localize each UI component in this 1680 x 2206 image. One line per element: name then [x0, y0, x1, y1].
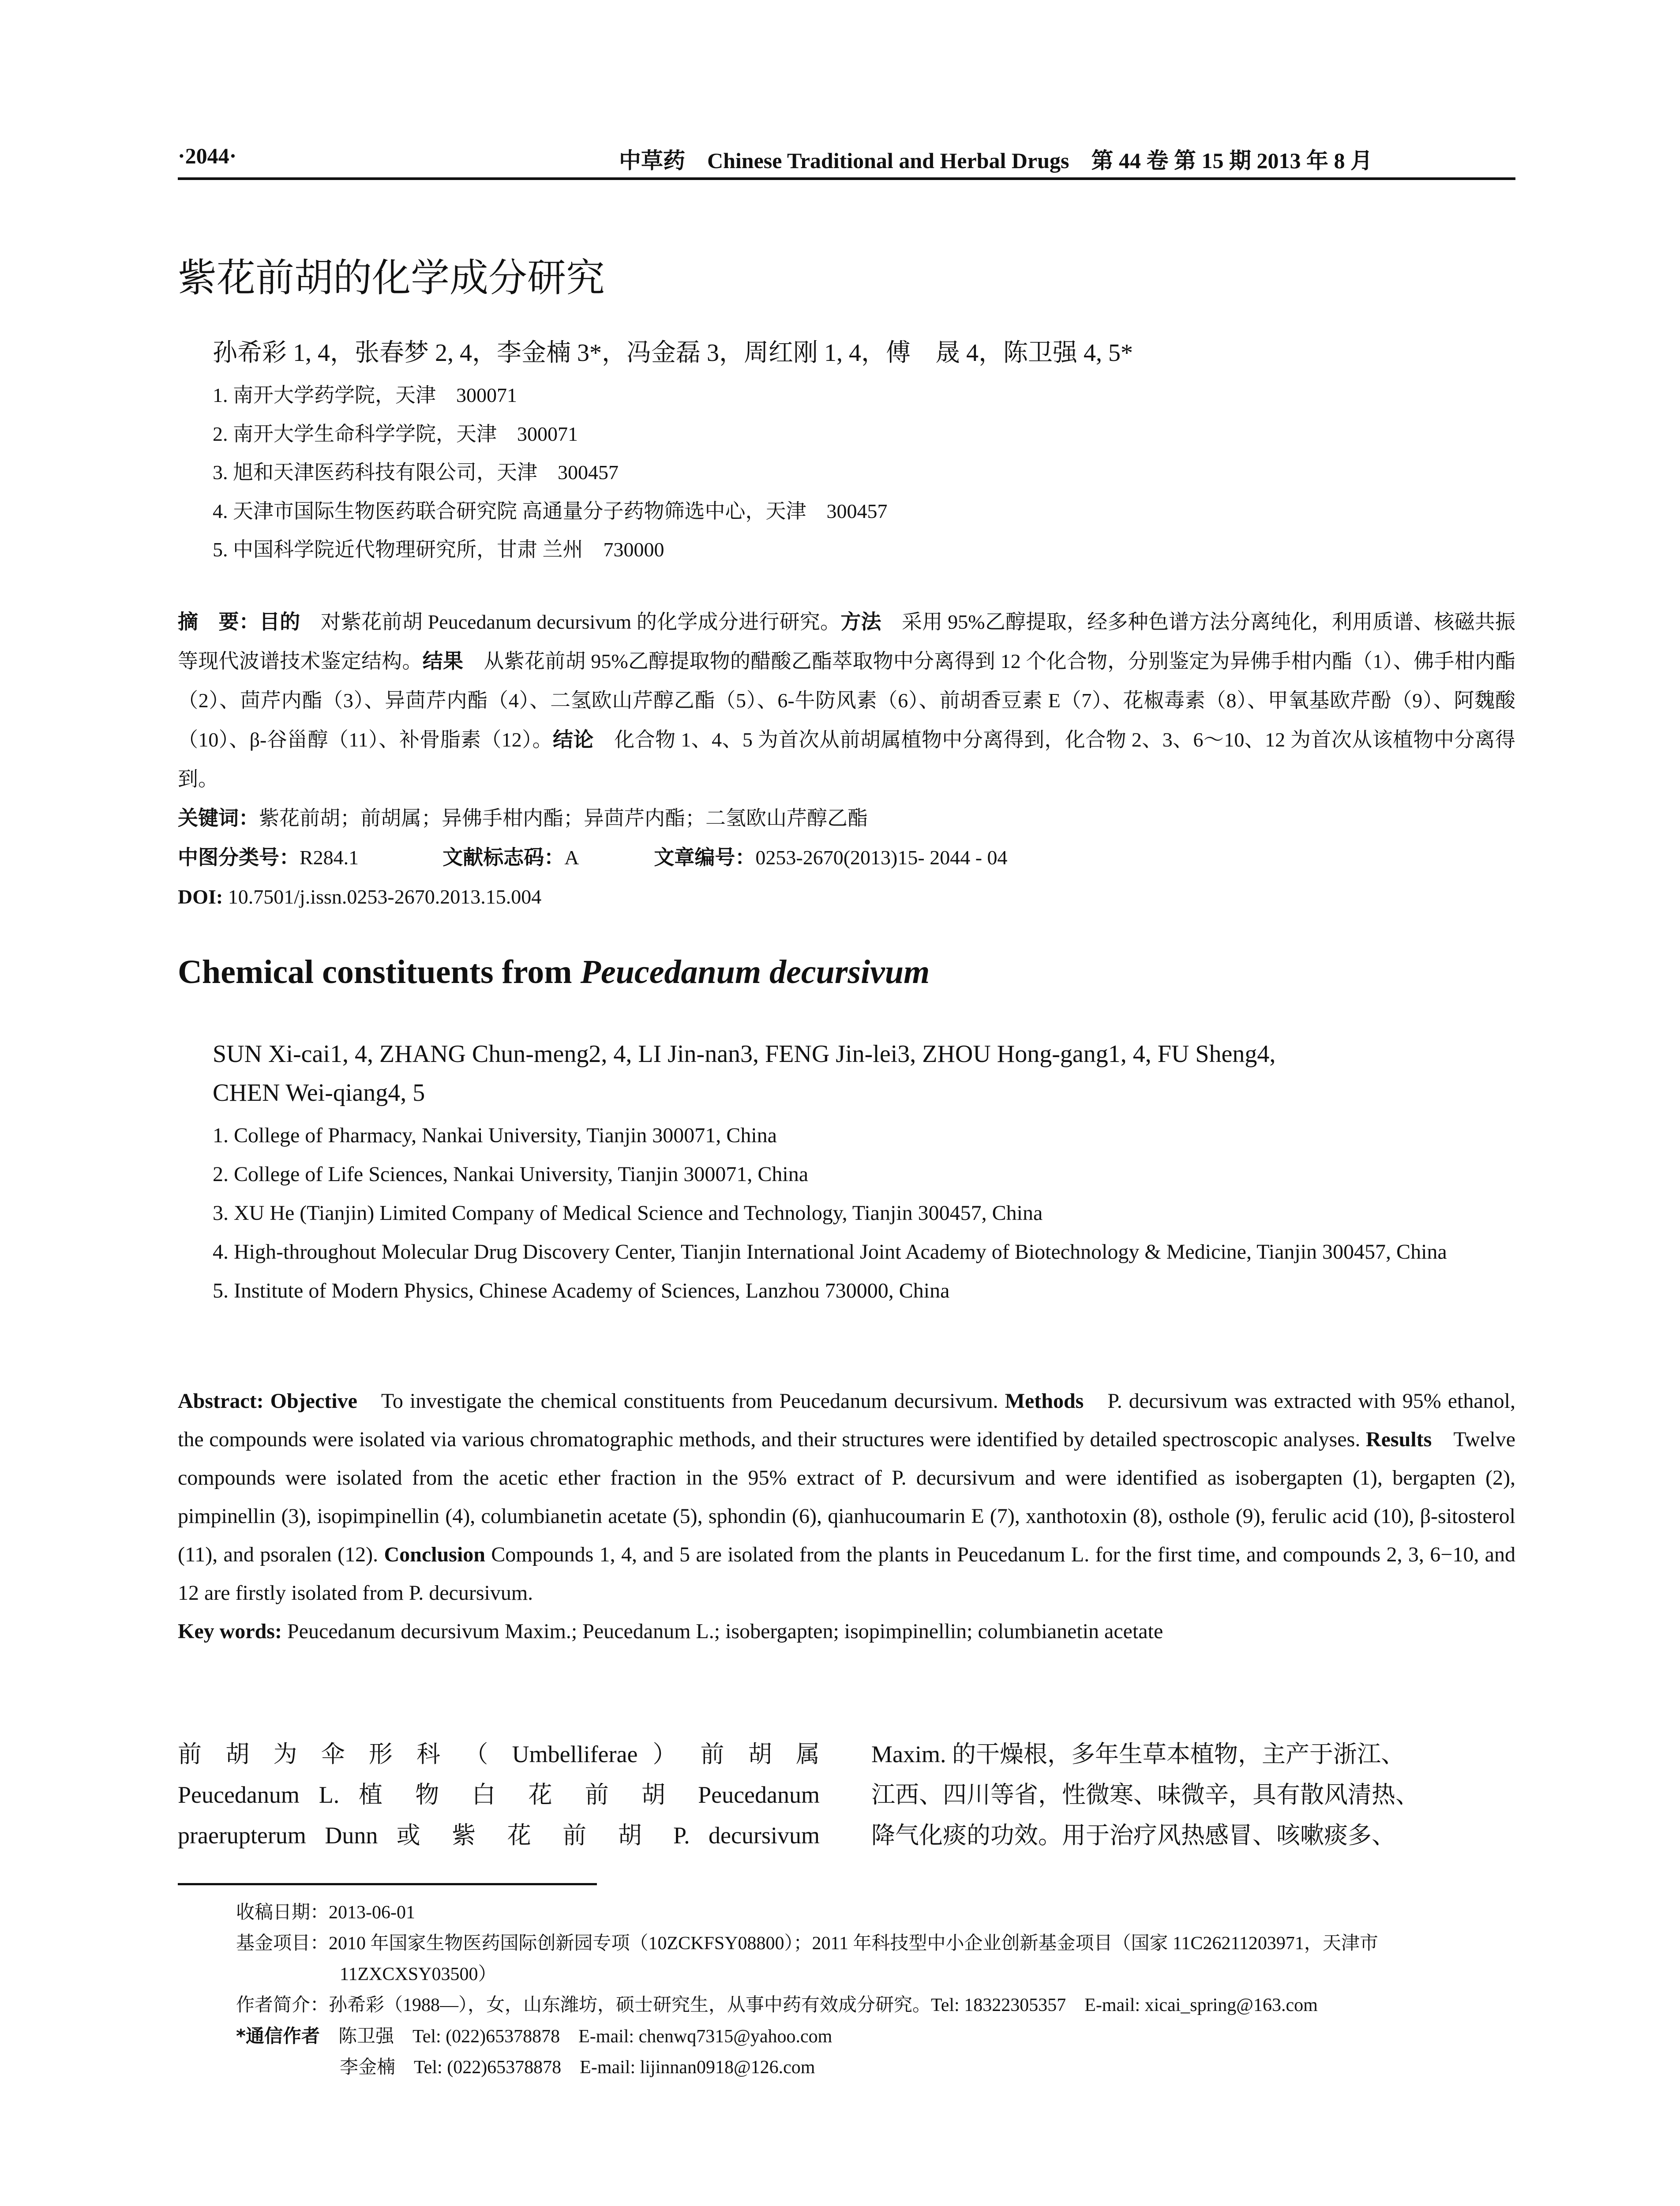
abstract-objective-label: Abstract: Objective [178, 1389, 357, 1413]
results-text: Twelve compounds were isolated from the acetic ether fraction in the 95% extract of P. decursivum and were identified as isobergapten (1), bergapten (2), pimpinellin (3), isopimpinellin (4), columbianetin acetate (5), sphondin (6), qianhucoumarin E (7), xanthotoxin (8), osthole (9), ferulic acid (10), β-sitosterol (11), and psoralen (12). [178, 1428, 1515, 1566]
english-abstract [178, 1382, 1515, 1651]
english-authors-line: SUN Xi-cai1, 4, ZHANG Chun-meng2, 4, LI Jin-nan3, FENG Jin-lei3, ZHOU Hong-gang1, 4, FU Sheng4, [213, 1040, 1276, 1068]
english-title-italic: Peucedanum decursivum [580, 953, 930, 990]
affiliation-item: 5. Institute of Modern Physics, Chinese Academy of Sciences, Lanzhou 730000, China [213, 1279, 950, 1302]
results-label: 结果 [422, 649, 464, 673]
affiliation-item: 2. College of Life Sciences, Nankai University, Tianjin 300071, China [213, 1163, 809, 1186]
affiliation-item: 1. College of Pharmacy, Nankai University, Tianjin 300071, China [213, 1124, 777, 1147]
classification-line [178, 838, 1515, 877]
affiliation-item: 4. 天津市国际生物医药联合研究院 高通量分子药物筛选中心，天津 300457 [213, 499, 888, 522]
affiliation-item: 2. 南开大学生命科学学院，天津 300071 [213, 422, 578, 445]
running-header [178, 140, 1515, 180]
doc-code-value: A [564, 846, 579, 869]
body-line: 江西、四川等省，性微寒、味微辛，具有散风清热、 [871, 1782, 1419, 1808]
objective-text: To investigate the chemical constituents from Peucedanum decursivum. [357, 1389, 1005, 1413]
clc-label: 中图分类号： [178, 845, 300, 869]
english-affiliations [213, 1116, 1514, 1310]
journal-name: 中草药 Chinese Traditional and Herbal Drugs 第 44 卷 第 15 期 2013 年 8 月 [619, 148, 1372, 173]
keywords-label: Key words: [178, 1620, 282, 1643]
conclusion-label: Conclusion [384, 1543, 485, 1566]
chinese-keywords [178, 799, 1515, 838]
body-line: Maxim. 的干燥根，多年生草本植物，主产于浙江、 [871, 1741, 1405, 1767]
chinese-abstract-body [178, 602, 1515, 799]
english-abstract-body [178, 1382, 1515, 1612]
body-line: 前 胡 为 伞 形 科 （ Umbelliferae ） 前 胡 属 [178, 1741, 820, 1767]
conclusion-text: 化合物 1、4、5 为首次从前胡属植物中分离得到，化合物 2、3、6～10、12 为首次从该植物中分离得到。 [178, 728, 1516, 790]
corresponding-author-2: 李金楠 Tel: (022)65378878 E-mail: lijinnan0918@126.com [340, 2057, 815, 2078]
footnote-fund: 基金项目：2010 年国家生物医药国际创新园专项（10ZCKFSY08800）；2011 年科技型中小企业创新基金项目（国家 11C26211203971，天津市 [236, 1933, 1378, 1954]
body-column-right [871, 1734, 1515, 1856]
footnote-corresponding [236, 2021, 1515, 2052]
methods-text: 采用 95%乙醇提取，经多种色谱方法分离纯化，利用质谱、核磁共振等现代波谱技术鉴定结构。 [178, 611, 1516, 672]
conclusion-text: Compounds 1, 4, and 5 are isolated from the plants in Peucedanum L. for the first time, and compounds 2, 3, 6−10, and 12 are firstly isolated from P. decursivum. [178, 1543, 1515, 1605]
doi-line [178, 877, 1515, 916]
keywords-text: Peucedanum decursivum Maxim.; Peucedanum L.; isobergapten; isopimpinellin; columbianetin acetate [281, 1620, 1163, 1643]
objective-text: 对紫花前胡 Peucedanum decursivum 的化学成分进行研究。 [300, 611, 841, 633]
footnote-received: 收稿日期：2013-06-01 [236, 1902, 415, 1923]
doi-label: DOI: [178, 885, 223, 908]
english-title [178, 953, 930, 991]
english-authors-line: CHEN Wei-qiang4, 5 [213, 1079, 425, 1107]
chinese-abstract [178, 602, 1515, 916]
doc-code-label: 文献标志码： [442, 845, 565, 869]
keywords-label: 关键词： [178, 806, 259, 830]
objective-label: 目的 [259, 610, 300, 634]
footnote-divider [178, 1883, 597, 1885]
affiliation-item: 1. 南开大学药学院，天津 300071 [213, 384, 517, 406]
page-number: ·2044· [178, 143, 237, 168]
clc-value: R284.1 [300, 846, 359, 869]
doi-value: 10.7501/j.issn.0253-2670.2013.15.004 [223, 885, 542, 908]
article-no-label: 文章编号： [654, 845, 756, 869]
results-label: Results [1365, 1428, 1432, 1451]
footnote-author-bio: 作者简介：孙希彩（1988—），女，山东潍坊，硕士研究生，从事中药有效成分研究。Tel: 18322305357 E-mail: xicai_spring@163.com [236, 1995, 1318, 2015]
body-line: 降气化痰的功效。用于治疗风热感冒、咳嗽痰多、 [871, 1822, 1395, 1849]
corresponding-label: *通信作者 [236, 2025, 320, 2047]
affiliation-item: 4. High-throughout Molecular Drug Discovery Center, Tianjin International Joint Academy of Biotechnology & Medicine, Tianjin 300457, China [213, 1240, 1447, 1264]
body-line: Peucedanum L. 植 物 白 花 前 胡 Peucedanum [178, 1782, 820, 1808]
body-column-left [178, 1734, 820, 1856]
affiliation-item: 3. 旭和天津医药科技有限公司，天津 300457 [213, 461, 619, 484]
footnotes [236, 1897, 1515, 2083]
corresponding-author-1: 陈卫强 Tel: (022)65378878 E-mail: chenwq7315@yahoo.com [319, 2026, 832, 2047]
methods-label: 方法 [840, 610, 881, 634]
methods-text: P. decursivum was extracted with 95% ethanol, the compounds were isolated via various chromatographic methods, and their structures were identified by detailed spectroscopic analyses. [178, 1389, 1515, 1451]
article-no-value: 0253-2670(2013)15- 2044 - 04 [755, 846, 1008, 869]
affiliation-item: 3. XU He (Tianjin) Limited Company of Medical Science and Technology, Tianjin 300457, China [213, 1201, 1043, 1225]
footnote-fund-cont: 11ZXCXSY03500） [340, 1964, 497, 1985]
results-text: 从紫花前胡 95%乙醇提取物的醋酸乙酯萃取物中分离得到 12 个化合物，分别鉴定为异佛手柑内酯（1）、佛手柑内酯（2）、茴芹内酯（3）、异茴芹内酯（4）、二氢欧山芹醇乙酯（5）、6-牛防风素（6）、前胡香豆素 E（7）、花椒毒素（8）、甲氧基欧芹酚（9）、阿魏酸（10）、β-谷甾醇（11）、补骨脂素（12）。 [178, 650, 1516, 751]
english-authors [213, 1035, 1514, 1112]
body-line: praerupterum Dunn 或 紫 花 前 胡 P. decursivum [178, 1822, 820, 1849]
abstract-label: 摘 要： [178, 610, 259, 634]
chinese-authors: 孙希彩 1, 4，张春梦 2, 4，李金楠 3*，冯金磊 3，周红刚 1, 4，傅 晟 4，陈卫强 4, 5* [213, 339, 1133, 367]
conclusion-label: 结论 [553, 728, 594, 751]
methods-label: Methods [1005, 1389, 1084, 1413]
english-title-plain: Chemical constituents from [178, 953, 581, 990]
english-keywords [178, 1612, 1515, 1651]
chinese-title: 紫花前胡的化学成分研究 [178, 255, 605, 300]
affiliation-item: 5. 中国科学院近代物理研究所，甘肃 兰州 730000 [213, 538, 664, 561]
keywords-text: 紫花前胡；前胡属；异佛手柑内酯；异茴芹内酯；二氢欧山芹醇乙酯 [259, 807, 868, 829]
chinese-affiliations [213, 376, 888, 569]
